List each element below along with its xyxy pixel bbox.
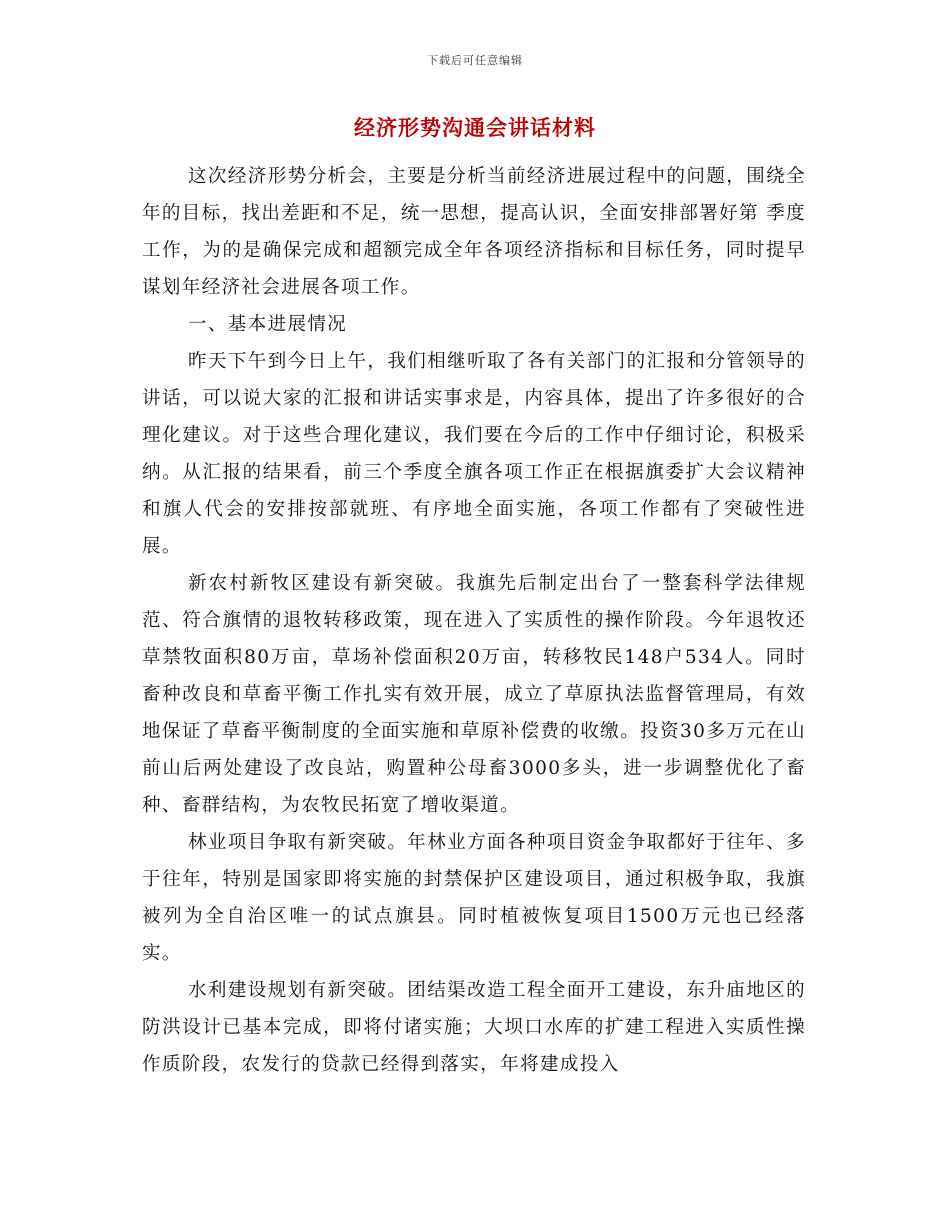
document-body: [142, 158, 806, 1083]
paragraph-forestry: 林业项目争取有新突破。年林业方面各种项目资金争取都好于往年、多于往年，特别是国家即将实施的封禁保护区建设项目，通过积极争取，我旗被列为全自治区唯一的试点旗县。同时植被恢复项目1500万元也已经落实。: [142, 832, 806, 964]
page-header-note: 下载后可任意编辑: [427, 54, 523, 67]
paragraph-reports: 昨天下午到今日上午，我们相继听取了各有关部门的汇报和分管领导的讲话，可以说大家的汇报和讲话实事求是，内容具体，提出了许多很好的合理化建议。对于这些合理化建议，我们要在今后的工作中仔细讨论，积极采纳。从汇报的结果看，前三个季度全旗各项工作正在根据旗委扩大会议精神和旗人代会的安排按部就班、有序地全面实施，各项工作都有了突破性进展。: [142, 351, 806, 557]
paragraph-new-countryside: 新农村新牧区建设有新突破。我旗先后制定出台了一整套科学法律规范、符合旗情的退牧转移政策，现在进入了实质性的操作阶段。今年退牧还草禁牧面积80万亩，草场补偿面积20万亩，转移牧民148户534人。同时畜种改良和草畜平衡工作扎实有效开展，成立了草原执法监督管理局，有效地保证了草畜平衡制度的全面实施和草原补偿费的收缴。投资30多万元在山前山后两处建设了改良站，购置种公母畜3000多头，进一步调整优化了畜种、畜群结构，为农牧民拓宽了增收渠道。: [142, 573, 806, 816]
section-heading: 一、基本进展情况: [188, 314, 348, 335]
paragraph-water-conservancy: 水利建设规划有新突破。团结渠改造工程全面开工建设，东升庙地区的防洪设计已基本完成，即将付诸实施；大坝口水库的扩建工程进入实质性操作质阶段，农发行的贷款已经得到落实，年将建成投入: [142, 980, 806, 1075]
document-title: 经济形势沟通会讲话材料: [354, 115, 596, 140]
paragraph-intro: 这次经济形势分析会，主要是分析当前经济进展过程中的问题，围绕全年的目标，找出差距和不足，统一思想，提高认识，全面安排部署好第 季度工作，为的是确保完成和超额完成全年各项经济指标和目标任务，同时提早谋划年经济社会进展各项工作。: [142, 166, 806, 298]
